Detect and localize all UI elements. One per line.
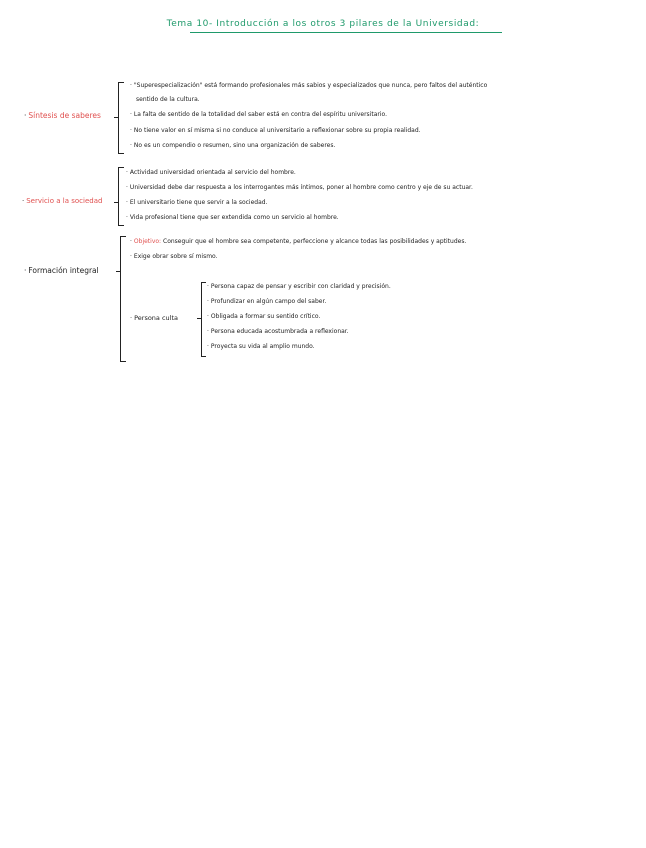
- list-item: · La falta de sentido de la totalidad del saber está en contra del espíritu universitario.: [130, 111, 387, 118]
- bracket-sintesis: [118, 82, 124, 154]
- bracket-persona-culta: [201, 282, 206, 357]
- list-item: · "Superespecialización" está formando profesionales más sabios y especializados que nunca, pero faltos del auténtico: [130, 82, 488, 89]
- bracket-tick: [114, 117, 118, 118]
- list-item: · Persona capaz de pensar y escribir con claridad y precisión.: [207, 283, 391, 290]
- title-underline: [190, 32, 502, 33]
- list-item: · Proyecta su vida al amplio mundo.: [207, 343, 315, 350]
- list-item: · Vida profesional tiene que ser extendida como un servicio al hombre.: [126, 214, 339, 221]
- list-item: · Obligada a formar su sentido crítico.: [207, 313, 321, 320]
- list-item: · No tiene valor en sí misma si no conduce al universitario a reflexionar sobre su propia realidad.: [130, 127, 421, 134]
- objetivo-label: Objetivo:: [133, 238, 162, 245]
- section-label-servicio: · Servicio a la sociedad: [22, 197, 103, 205]
- page-title: Tema 10- Introducción a los otros 3 pilares de la Universidad:: [166, 19, 480, 29]
- bracket-formacion: [120, 236, 126, 362]
- bracket-servicio: [118, 167, 124, 226]
- list-item: · Actividad universidad orientada al servicio del hombre.: [126, 169, 296, 176]
- section-label-sintesis: · Síntesis de saberes: [24, 111, 101, 120]
- list-item: · El universitario tiene que servir a la sociedad.: [126, 199, 268, 206]
- objetivo-item: · Objetivo: Conseguir que el hombre sea competente, perfeccione y alcance todas las posibilidades y aptitudes.: [130, 238, 467, 245]
- list-item: · Persona educada acostumbrada a reflexionar.: [207, 328, 349, 335]
- sub-label-persona-culta: · Persona culta: [130, 314, 179, 322]
- list-item: · Profundizar en algún campo del saber.: [207, 298, 327, 305]
- bracket-tick: [116, 271, 120, 272]
- list-item-continuation: sentido de la cultura.: [136, 96, 200, 103]
- list-item: · Exige obrar sobre sí mismo.: [130, 253, 218, 260]
- list-item: · Universidad debe dar respuesta a los interrogantes más íntimos, poner al hombre como centro y eje de su actuar.: [126, 184, 473, 191]
- section-label-formacion: · Formación integral: [24, 266, 99, 275]
- bracket-tick: [197, 318, 201, 319]
- list-item: · No es un compendio o resumen, sino una organización de saberes.: [130, 142, 336, 149]
- bracket-tick: [114, 202, 118, 203]
